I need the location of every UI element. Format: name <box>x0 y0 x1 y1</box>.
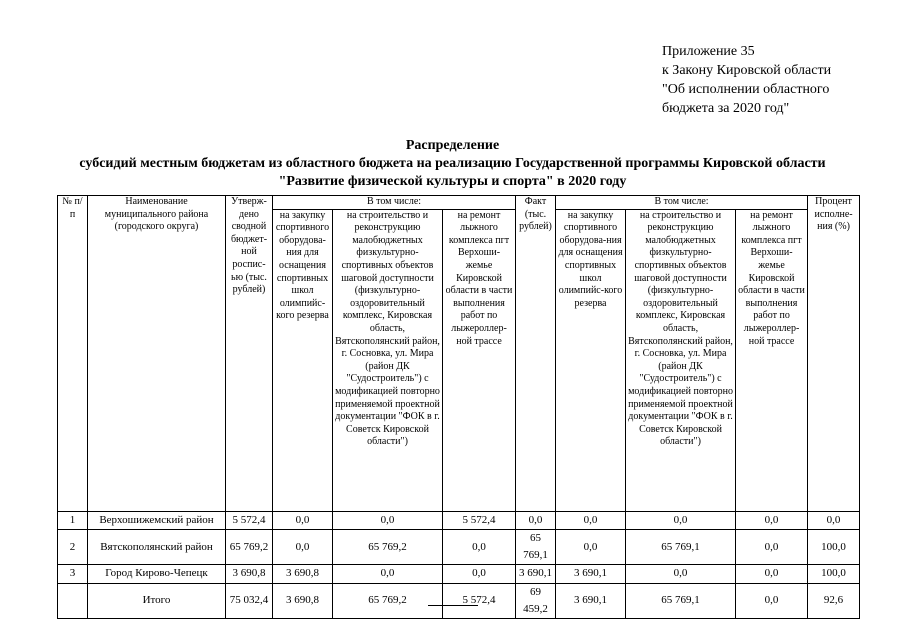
row-fact: 65 769,1 <box>516 530 556 565</box>
row-fact-repair: 0,0 <box>736 565 808 584</box>
total-fact-repair: 0,0 <box>736 583 808 618</box>
row-approved-construction: 0,0 <box>333 511 443 530</box>
row-fact-construction: 0,0 <box>626 565 736 584</box>
row-approved-equipment: 0,0 <box>273 530 333 565</box>
title-line-1: Распределение <box>405 138 500 153</box>
row-percent: 100,0 <box>808 530 860 565</box>
row-fact-construction: 65 769,1 <box>626 530 736 565</box>
subheader-construction-fact: на строительство и реконструкцию малобюджетных физкультурно-спортивных объектов шаговой доступности (физкультурно-оздоровительный комплекс, Кировская область, Вятскополянский район, г. Сосновка, ул. Мира (район ДК "Судостроитель") с модификацией повторно применяемой проектной документации "ФОК в г. Советск Кировской области") <box>626 209 736 511</box>
appendix-line-4: бюджета за 2020 год" <box>662 101 790 116</box>
header-row <box>58 196 860 210</box>
appendix-line-2: к Закону Кировской области <box>662 63 832 78</box>
row-fact-equipment: 0,0 <box>556 530 626 565</box>
appendix-line-3: "Об исполнении областного <box>662 82 830 97</box>
subsidy-table <box>57 195 860 619</box>
appendix-line-1: Приложение 35 <box>662 44 755 59</box>
row-name: Город Кирово-Чепецк <box>88 565 226 584</box>
subheader-construction: на строительство и реконструкцию малобюджетных физкультурно-спортивных объектов шаговой доступности (физкультурно-оздоровительный комплекс, Кировская область, Вятскополянский район, г. Сосновка, ул. Мира (район ДК "Судостроитель") с модификацией повторно применяемой проектной документации "ФОК в г. Советск Кировской области") <box>333 209 443 511</box>
header-name: Наименование муниципального района (городского округа) <box>88 196 226 512</box>
row-fact-equipment: 0,0 <box>556 511 626 530</box>
row-fact: 0,0 <box>516 511 556 530</box>
row-approved-construction: 65 769,2 <box>333 530 443 565</box>
row-num: 1 <box>58 511 88 530</box>
appendix-note <box>662 42 831 118</box>
subheader-equipment: на закупку спортивного оборудова-ния для оснащения спортивных школ олимпийс-кого резерва <box>273 209 333 511</box>
table-row <box>58 530 860 565</box>
header-fact: Факт (тыс. рублей) <box>516 196 556 512</box>
total-fact: 69 459,2 <box>516 583 556 618</box>
row-num: 2 <box>58 530 88 565</box>
document-title <box>0 137 905 191</box>
title-line-2: субсидий местным бюджетам из областного бюджета на реализацию Государственной программы Кировской области <box>79 156 826 171</box>
total-num <box>58 583 88 618</box>
total-approved-construction: 65 769,2 <box>333 583 443 618</box>
table-row <box>58 511 860 530</box>
row-approved: 65 769,2 <box>226 530 273 565</box>
subheader-equipment-fact: на закупку спортивного оборудова-ния для оснащения спортивных школ олимпийс-кого резерва <box>556 209 626 511</box>
row-num: 3 <box>58 565 88 584</box>
total-fact-construction: 65 769,1 <box>626 583 736 618</box>
subheader-repair: на ремонт лыжного комплекса пгт Верхоши-жемье Кировской области в части выполнения работ по лыжероллер-ной трассе <box>443 209 516 511</box>
header-num: № п/п <box>58 196 88 512</box>
header-percent: Процент исполне-ния (%) <box>808 196 860 512</box>
header-approved: Утверж-дено сводной бюджет-ной роспис-ью (тыс. рублей) <box>226 196 273 512</box>
row-fact-repair: 0,0 <box>736 530 808 565</box>
row-approved-repair: 0,0 <box>443 565 516 584</box>
row-approved-equipment: 0,0 <box>273 511 333 530</box>
row-fact-equipment: 3 690,1 <box>556 565 626 584</box>
subheader-repair-fact: на ремонт лыжного комплекса пгт Верхоши-жемье Кировской области в части выполнения работ по лыжероллер-ной трассе <box>736 209 808 511</box>
header-including-fact: В том числе: <box>556 196 808 210</box>
row-approved: 3 690,8 <box>226 565 273 584</box>
title-line-3: "Развитие физической культуры и спорта" в 2020 году <box>278 174 627 189</box>
table-row <box>58 565 860 584</box>
row-fact-construction: 0,0 <box>626 511 736 530</box>
row-approved-construction: 0,0 <box>333 565 443 584</box>
row-approved-equipment: 3 690,8 <box>273 565 333 584</box>
total-approved-equipment: 3 690,8 <box>273 583 333 618</box>
row-fact: 3 690,1 <box>516 565 556 584</box>
row-name: Верхошижемский район <box>88 511 226 530</box>
row-approved: 5 572,4 <box>226 511 273 530</box>
total-approved: 75 032,4 <box>226 583 273 618</box>
row-percent: 100,0 <box>808 565 860 584</box>
row-approved-repair: 5 572,4 <box>443 511 516 530</box>
total-row <box>58 583 860 618</box>
total-percent: 92,6 <box>808 583 860 618</box>
row-name: Вятскополянский район <box>88 530 226 565</box>
total-fact-equipment: 3 690,1 <box>556 583 626 618</box>
total-approved-repair: 5 572,4 <box>443 583 516 618</box>
footer-divider <box>428 605 478 606</box>
total-name: Итого <box>88 583 226 618</box>
row-fact-repair: 0,0 <box>736 511 808 530</box>
row-percent: 0,0 <box>808 511 860 530</box>
row-approved-repair: 0,0 <box>443 530 516 565</box>
header-including: В том числе: <box>273 196 516 210</box>
